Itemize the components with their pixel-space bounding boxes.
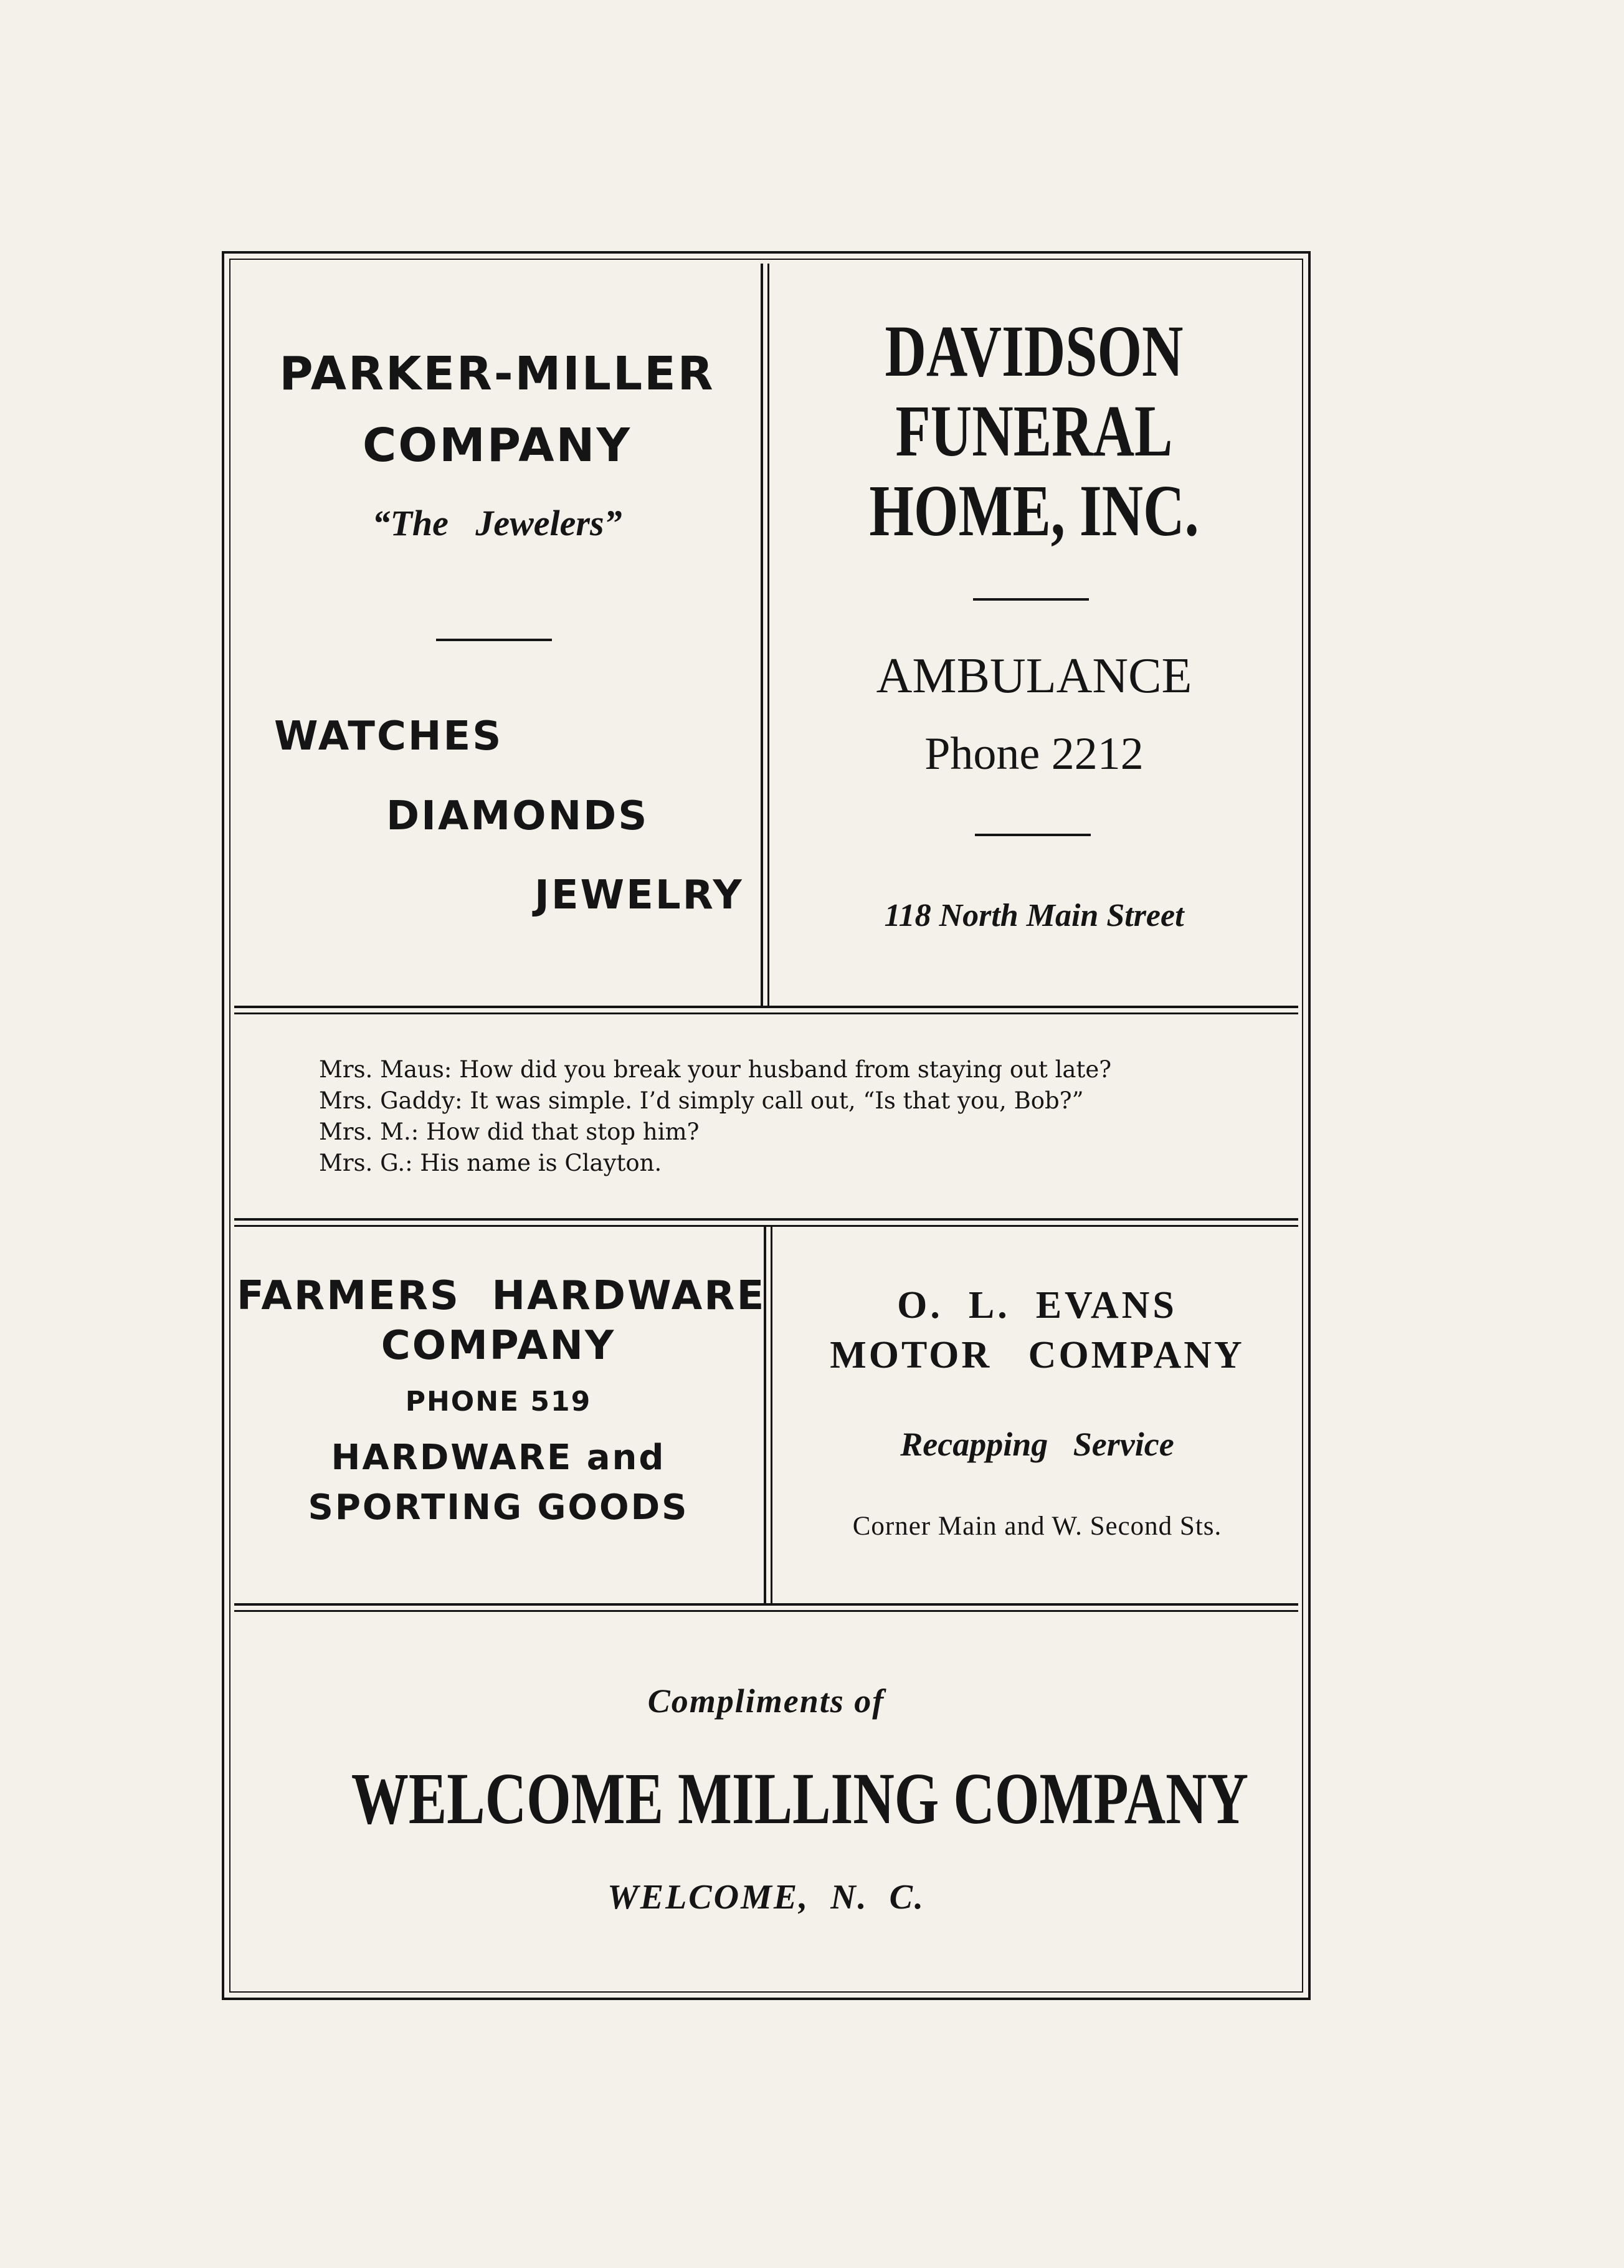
welcome-compliments: Compliments of [647,1682,885,1720]
welcome-location: WELCOME, N. C. [607,1878,926,1917]
divider-middle [234,1218,1298,1227]
farmers-goods-line2: SPORTING GOODS [308,1487,689,1528]
farmers-hardware-ad [237,1271,766,1533]
parker-miller-rule [436,639,552,641]
davidson-name-line3: HOME, INC. [869,470,1199,551]
joke-block [319,1054,1111,1179]
parker-miller-item-jewelry: JEWELRY [534,872,744,918]
evans-motor-ad [776,1280,1299,1380]
divider-vertical-top [761,264,769,1006]
evans-service: Recapping Service [900,1426,1174,1463]
evans-name-line2: MOTOR COMPANY [830,1334,1245,1376]
davidson-service: AMBULANCE [876,649,1192,703]
welcome-name: WELCOME MILLING COMPANY [351,1758,1249,1839]
evans-address: Corner Main and W. Second Sts. [852,1512,1222,1541]
davidson-name-line2: FUNERAL [895,390,1173,472]
farmers-phone: PHONE 519 [405,1386,592,1418]
welcome-name-wrap [234,1758,1298,1839]
divider-top [234,1006,1298,1014]
davidson-rule-1 [973,598,1089,601]
joke-line-2: Mrs. Gaddy: It was simple. I’d simply call out, “Is that you, Bob?” [319,1087,1084,1114]
parker-miller-item-diamonds: DIAMONDS [386,793,649,839]
parker-miller-name-line2: COMPANY [362,419,632,472]
davidson-rule-2 [975,834,1091,836]
davidson-phone: Phone 2212 [924,728,1144,779]
joke-line-3: Mrs. M.: How did that stop him? [319,1118,700,1145]
parker-miller-item-watches: WATCHES [274,713,503,760]
davidson-address: 118 North Main Street [884,898,1184,933]
evans-name-line1: O. L. EVANS [897,1284,1177,1327]
joke-line-1: Mrs. Maus: How did you break your husband from staying out late? [319,1056,1112,1083]
divider-bottom [234,1603,1298,1612]
farmers-name-line2: COMPANY [381,1323,616,1369]
davidson-ad [772,312,1296,551]
joke-line-4: Mrs. G.: His name is Clayton. [319,1150,662,1176]
davidson-name-line1: DAVIDSON [885,310,1184,392]
farmers-name-line1: FARMERS HARDWARE [237,1273,766,1319]
farmers-goods-line1: HARDWARE and [331,1437,666,1478]
parker-miller-tagline: “The Jewelers” [372,503,622,543]
parker-miller-name-line1: PARKER-MILLER [279,347,715,401]
parker-miller-ad [237,336,757,567]
